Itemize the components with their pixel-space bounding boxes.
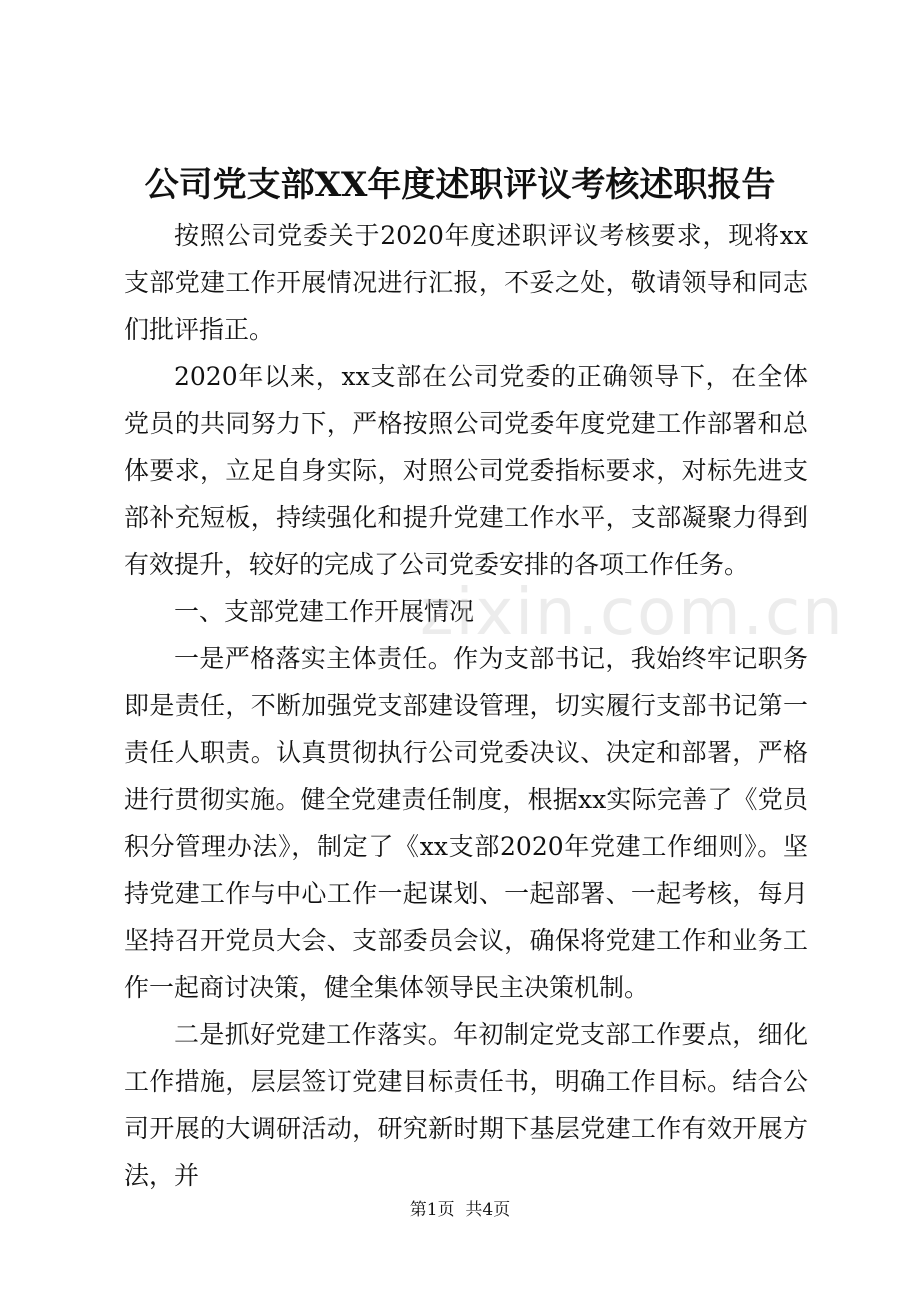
paragraph-responsibility: 一是严格落实主体责任。作为支部书记，我始终牢记职务即是责任，不断加强党支部建设管理，切实履行支部书记第一责任人职责。认真贯彻执行公司党委决议、决定和部署，严格进行贯彻实施。健全党建责任制度，根据xx实际完善了《党员积分管理办法》，制定了《xx支部2020年党建工作细则》。坚持党建工作与中心工作一起谋划、一起部署、一起考核，每月坚持召开党员大会、支部委员会议，确保将党建工作和业务工作一起商讨决策，健全集体领导民主决策机制。 <box>124 644 808 1002</box>
watermark-text: zixin.com.cn <box>420 576 845 650</box>
page-footer: 第1页 共4页 <box>409 1200 511 1220</box>
document-body <box>124 212 808 1199</box>
document-title: 公司党支部XX年度述职评议考核述职报告 <box>144 165 776 205</box>
paragraph-intro: 按照公司党委关于2020年度述职评议考核要求，现将xx支部党建工作开展情况进行汇报，不妥之处，敬请领导和同志们批评指正。 <box>124 221 808 344</box>
paragraph-overview: 2020年以来，xx支部在公司党委的正确领导下，在全体党员的共同努力下，严格按照公司党委年度党建工作部署和总体要求，立足自身实际，对照公司党委指标要求，对标先进支部补充短板，持续强化和提升党建工作水平，支部凝聚力得到有效提升，较好的完成了公司党委安排的各项工作任务。 <box>124 362 808 579</box>
section-heading-1: 一、支部党建工作开展情况 <box>174 597 475 626</box>
paragraph-implementation: 二是抓好党建工作落实。年初制定党支部工作要点，细化工作措施，层层签订党建目标责任书，明确工作目标。结合公司开展的大调研活动，研究新时期下基层党建工作有效开展方法，并 <box>124 1020 808 1190</box>
